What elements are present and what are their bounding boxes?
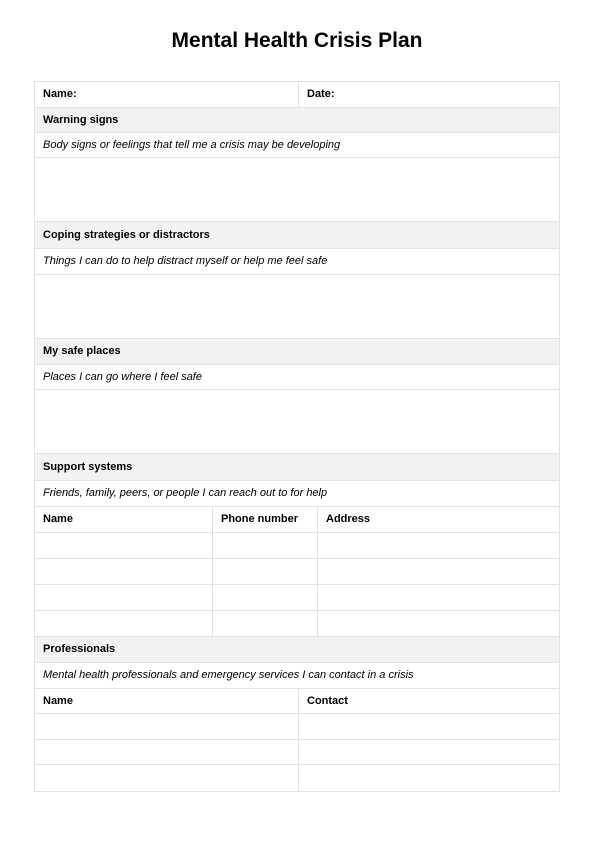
professionals-col-name: Name — [43, 694, 73, 707]
table-row — [35, 740, 559, 765]
support-phone-cell[interactable] — [212, 611, 317, 636]
support-address-cell[interactable] — [317, 611, 559, 636]
support-address-cell[interactable] — [317, 533, 559, 558]
table-row — [35, 765, 559, 791]
support-phone-cell[interactable] — [212, 533, 317, 558]
support-address-cell[interactable] — [317, 585, 559, 610]
support-col-name: Name — [43, 513, 73, 525]
warning-signs-heading: Warning signs — [35, 108, 559, 133]
warning-signs-answer-area[interactable] — [35, 158, 559, 222]
support-name-cell[interactable] — [35, 611, 212, 636]
support-col-address: Address — [317, 507, 559, 532]
coping-strategies-answer-area[interactable] — [35, 275, 559, 339]
crisis-plan-form — [34, 81, 560, 792]
professional-name-cell[interactable] — [35, 740, 298, 764]
safe-places-heading: My safe places — [35, 339, 559, 365]
support-phone-cell[interactable] — [212, 585, 317, 610]
support-table-header — [35, 507, 559, 533]
support-col-phone: Phone number — [212, 507, 317, 532]
support-address-cell[interactable] — [317, 559, 559, 584]
name-label: Name: — [43, 88, 77, 100]
professional-contact-cell[interactable] — [298, 714, 559, 739]
professional-contact-cell[interactable] — [298, 740, 559, 764]
support-systems-heading: Support systems — [35, 454, 559, 481]
table-row — [35, 611, 559, 637]
support-systems-prompt: Friends, family, peers, or people I can reach out to for help — [35, 481, 559, 507]
warning-signs-prompt: Body signs or feelings that tell me a crisis may be developing — [35, 133, 559, 158]
date-field[interactable] — [298, 82, 559, 107]
professionals-heading: Professionals — [35, 637, 559, 663]
professional-name-cell[interactable] — [35, 765, 298, 791]
professionals-col-contact: Contact — [298, 689, 559, 713]
date-label: Date: — [307, 88, 335, 100]
table-row — [35, 533, 559, 559]
professional-name-cell[interactable] — [35, 714, 298, 739]
coping-strategies-prompt: Things I can do to help distract myself or help me feel safe — [35, 249, 559, 275]
support-name-cell[interactable] — [35, 559, 212, 584]
table-row — [35, 714, 559, 740]
coping-strategies-heading: Coping strategies or distractors — [35, 222, 559, 249]
support-phone-cell[interactable] — [212, 559, 317, 584]
professionals-table-header — [35, 689, 559, 714]
page-title: Mental Health Crisis Plan — [171, 29, 423, 52]
support-name-cell[interactable] — [35, 585, 212, 610]
table-row — [35, 559, 559, 585]
support-name-cell[interactable] — [35, 533, 212, 558]
table-row — [35, 585, 559, 611]
professionals-prompt: Mental health professionals and emergency services I can contact in a crisis — [35, 663, 559, 689]
safe-places-answer-area[interactable] — [35, 390, 559, 454]
professional-contact-cell[interactable] — [298, 765, 559, 791]
name-date-row — [35, 82, 559, 108]
safe-places-prompt: Places I can go where I feel safe — [35, 365, 559, 390]
name-field[interactable] — [35, 82, 298, 107]
